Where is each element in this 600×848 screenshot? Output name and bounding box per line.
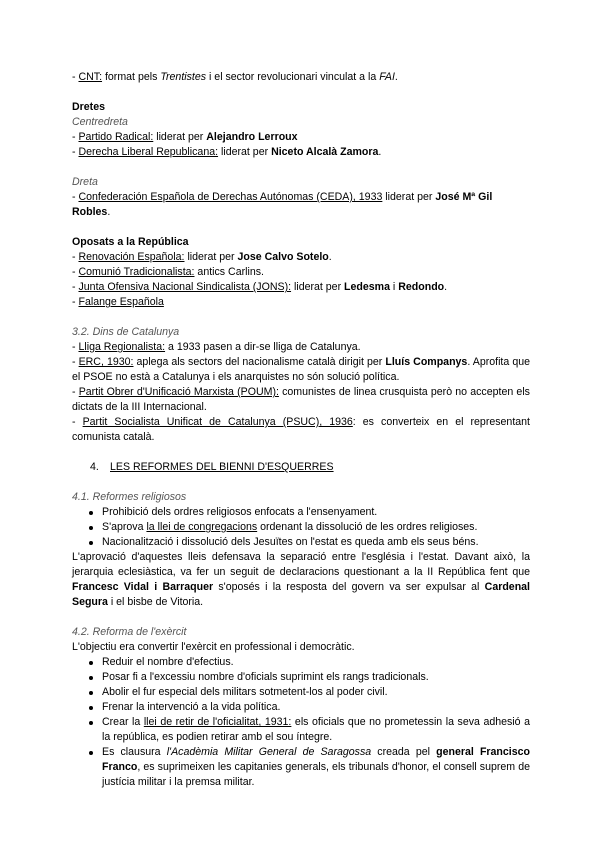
section-4-heading: 4. LES REFORMES DEL BIENNI D'ESQUERRES xyxy=(90,461,334,473)
list-item: Prohibició dels ordres religiosos enfocats a l'ensenyament. xyxy=(88,505,530,520)
party-line: - Renovación Española: liderat per Jose Calvo Sotelo. xyxy=(72,251,332,263)
party-line: - Lliga Regionalista: a 1933 pasen a dir-se lliga de Catalunya. xyxy=(72,341,361,353)
reformes-religioses-heading: 4.1. Reformes religiosos xyxy=(72,491,187,503)
list-item: S'aprova la llei de congregacions ordenant la dissolució de les ordres religioses. xyxy=(88,520,530,535)
religious-paragraph: L'aprovació d'aquestes lleis defensava la separació entre l'església i l'estat. Davant això, la jerarquia eclesiàstica, va fer un seguit de declaracions questionant a la II República fent que Francesc Vidal i Barraquer s'oposés i la resposta del govern va ser expulsar al Cardenal Segura i el bisbe de Vitoria. xyxy=(72,551,531,608)
party-line: - Confederación Española de Derechas Autónomas (CEDA), 1933 liderat per José Mª Gil Robles. xyxy=(72,191,493,218)
party-line: - Partido Radical: liderat per Alejandro Lerroux xyxy=(72,131,298,143)
religious-reforms-list xyxy=(72,505,530,550)
party-line: - Partit Socialista Unificat de Catalunya (PSUC), 1936: es converteix en el representant comunista català. xyxy=(72,416,530,443)
list-item: Reduir el nombre d'efectius. xyxy=(88,655,530,670)
party-line: - Junta Ofensiva Nacional Sindicalista (JONS): liderat per Ledesma i Redondo. xyxy=(72,281,448,293)
list-item: Es clausura l'Acadèmia Militar General de Saragossa creada pel general Francisco Franco, es suprimeixen les capitanies generals, els tribunals d'honor, el consell suprem de justícia militar i la premsa militar. xyxy=(88,745,530,790)
reforma-exercit-heading: 4.2. Reforma de l'exèrcit xyxy=(72,626,187,638)
list-item: Nacionalització i dissolució dels Jesuïtes on l'estat es queda amb els seus béns. xyxy=(88,535,530,550)
party-line: - Partit Obrer d'Unificació Marxista (POUM): comunistes de linea crusquista però no accepten els dictats de la III Internacional. xyxy=(72,386,530,413)
list-item: Abolir el fur especial dels militars sotmetent-los al poder civil. xyxy=(88,685,530,700)
oposats-heading: Oposats a la República xyxy=(72,236,189,248)
document-page xyxy=(72,70,530,790)
army-intro: L'objectiu era convertir l'exèrcit en professional i democràtic. xyxy=(72,641,355,653)
army-reforms-list xyxy=(72,655,530,790)
intro-cnt: - CNT: format pels Trentistes i el sector revolucionari vinculat a la FAI. xyxy=(72,71,398,83)
dretes-heading: Dretes xyxy=(72,101,105,113)
party-line: - ERC, 1930: aplega als sectors del nacionalisme català dirigit per Lluís Companys. Aprofita que el PSOE no està a Catalunya i els anarquistes no són solució política. xyxy=(72,356,531,383)
centredreta-label: Centredreta xyxy=(72,116,128,128)
catalunya-heading: 3.2. Dins de Catalunya xyxy=(72,326,180,338)
list-item: Crear la llei de retir de l'oficialitat, 1931: els oficials que no prometessin la seva adhesió a la república, es podien retirar amb el sou íntegre. xyxy=(88,715,530,745)
party-line: - Falange Española xyxy=(72,296,164,308)
list-item: Posar fi a l'excessiu nombre d'oficials suprimint els rangs tradicionals. xyxy=(88,670,530,685)
party-line: - Comunió Tradicionalista: antics Carlins. xyxy=(72,266,264,278)
dreta-label: Dreta xyxy=(72,176,98,188)
party-line: - Derecha Liberal Republicana: liderat per Niceto Alcalà Zamora. xyxy=(72,146,382,158)
list-item: Frenar la intervenció a la vida política. xyxy=(88,700,530,715)
